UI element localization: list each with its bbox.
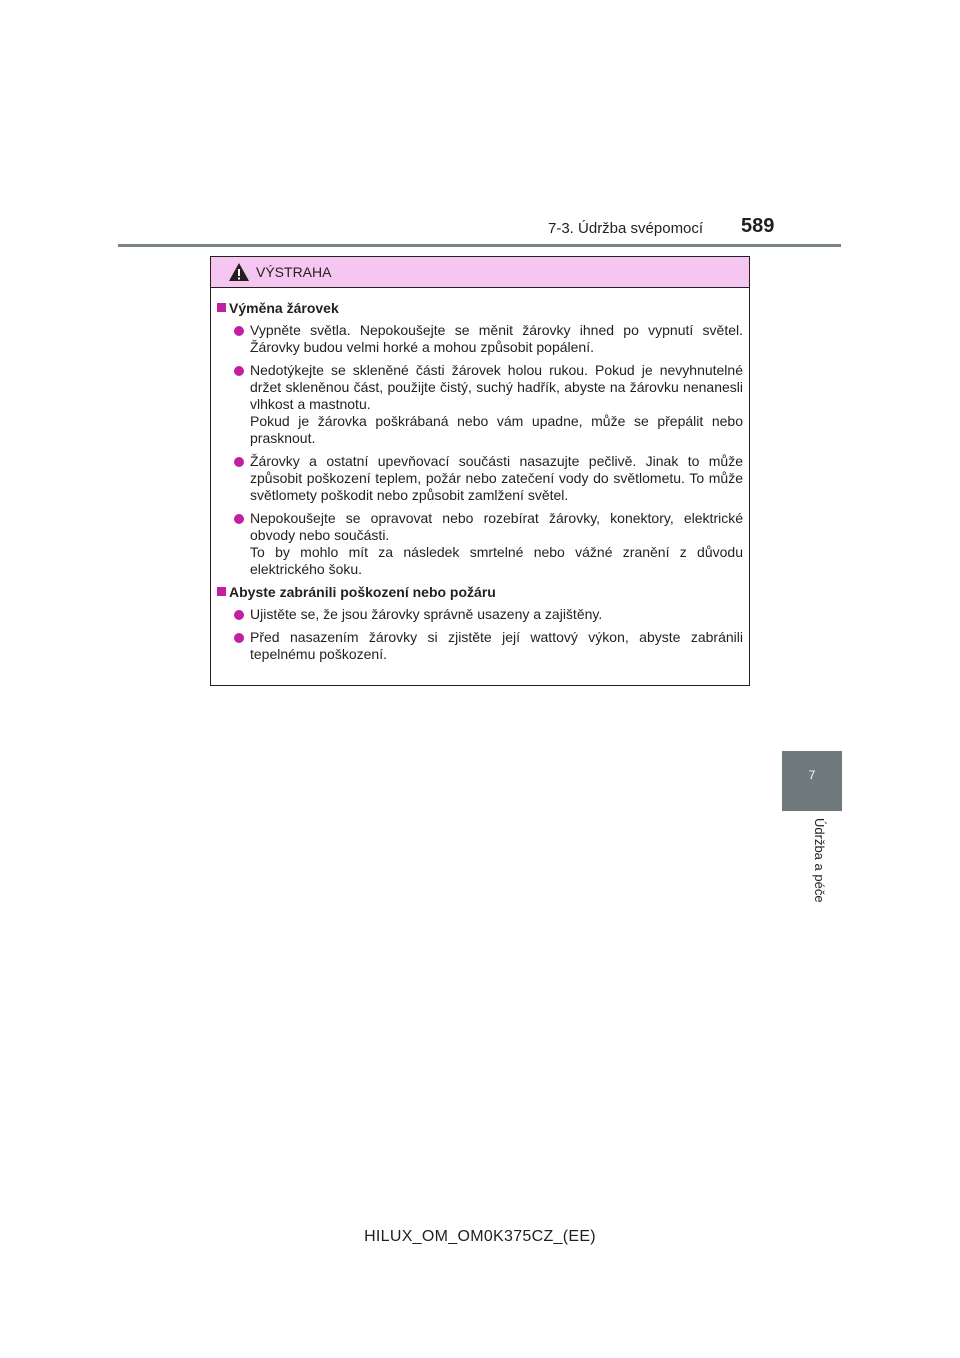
list-item — [217, 606, 743, 623]
bullet-dot-icon — [234, 610, 244, 620]
section-heading-text: Abyste zabránili poškození nebo požáru — [229, 584, 496, 600]
chapter-tab-title: Údržba a péče — [812, 818, 827, 903]
warning-triangle-icon — [228, 262, 250, 282]
section-heading — [217, 584, 743, 601]
list-item-text: Před nasazením žárovky si zjistěte její wattový výkon, abyste zabránili tepelnému poškození. — [250, 629, 743, 662]
section-heading-text: Výměna žárovek — [229, 300, 339, 316]
list-item-text: To by mohlo mít za následek smrtelné nebo vážné zranění z důvodu elektrického šoku. — [250, 544, 743, 577]
header-divider — [118, 244, 841, 247]
warning-box — [210, 256, 750, 686]
bullet-dot-icon — [234, 514, 244, 524]
list-item-text: Ujistěte se, že jsou žárovky správně usazeny a zajištěny. — [250, 606, 603, 622]
warning-body — [211, 288, 749, 663]
list-item-text: Nedotýkejte se skleněné části žárovek holou rukou. Pokud je nevyhnutelné držet skleněnou část, použijte čistý, suchý hadřík, abyste na žárovku nenanesli vlhkost a mastnotu. — [250, 362, 743, 412]
bullet-dot-icon — [234, 366, 244, 376]
list-item-text: Nepokoušejte se opravovat nebo rozebírat žárovky, konektory, elektrické obvody nebo součásti. — [250, 510, 743, 543]
square-bullet-icon — [217, 587, 226, 596]
list-item — [217, 453, 743, 504]
bullet-dot-icon — [234, 457, 244, 467]
section-title: 7-3. Údržba svépomocí — [548, 220, 704, 237]
section-heading — [217, 300, 743, 317]
list-item — [217, 362, 743, 447]
square-bullet-icon — [217, 303, 226, 312]
list-item — [217, 629, 743, 663]
bullet-dot-icon — [234, 326, 244, 336]
bullet-dot-icon — [234, 633, 244, 643]
document-code: HILUX_OM_OM0K375CZ_(EE) — [364, 1228, 596, 1245]
warning-header — [211, 257, 749, 288]
list-item-text: Žárovky a ostatní upevňovací součásti nasazujte pečlivě. Jinak to může způsobit poškození teplem, požár nebo zatečení vody do světlometu. To může světlomety poškodit nebo způsobit zamlžení světel. — [250, 453, 743, 503]
list-item — [217, 510, 743, 578]
list-item-text: Vypněte světla. Nepokoušejte se měnit žárovky ihned po vypnutí světel. Žárovky budou velmi horké a mohou způsobit popálení. — [250, 322, 743, 355]
list-item-text: Pokud je žárovka poškrábaná nebo vám upadne, může se přepálit nebo prasknout. — [250, 413, 743, 446]
page-number: 589 — [741, 215, 775, 237]
list-item — [217, 322, 743, 356]
chapter-tab-number: 7 — [808, 768, 816, 782]
warning-title: VÝSTRAHA — [256, 264, 332, 280]
